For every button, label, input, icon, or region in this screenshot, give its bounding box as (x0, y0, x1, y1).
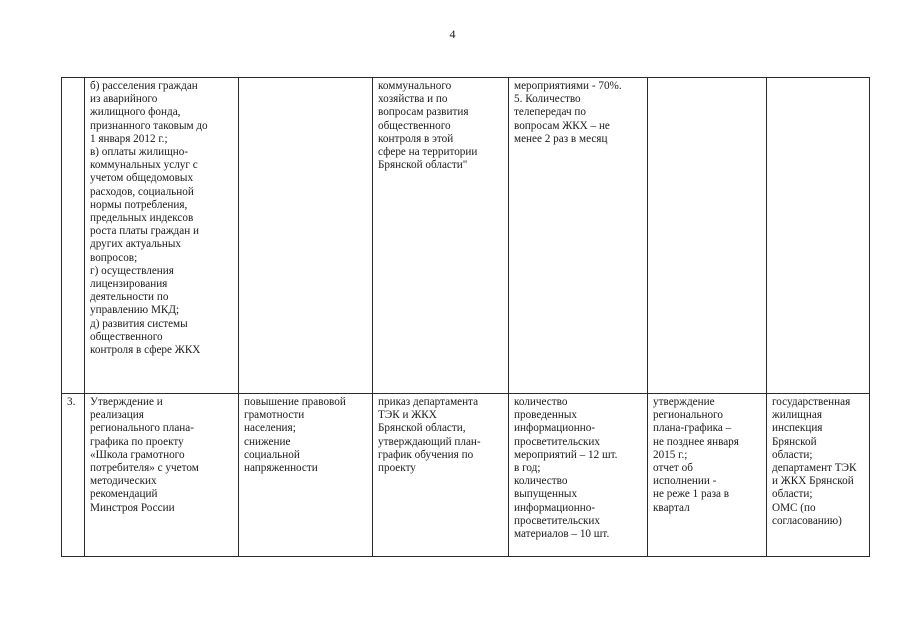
deadline-cell: утверждение регионального плана-графика – не позднее января 2015 г.; отчет об исполнении - не реже 1 раза в квартал (648, 394, 767, 557)
measure-name-cell: Утверждение и реализация регионального плана- графика по проекту «Школа грамотного потребителя» с учетом методических рекомендаций Минстроя России (85, 394, 239, 557)
measure-name-cell: б) расселения граждан из аварийного жилищного фонда, признанного таковым до 1 января 2012 г.; в) оплаты жилищно- коммунальных услуг с учетом общедомовых расходов, социальной нормы потребления, предельных индексов роста платы граждан и других актуальных вопросов; г) осуществления лицензирования деятельности по управлению МКД; д) развития системы общественного контроля в сфере ЖКХ (85, 78, 239, 394)
responsible-cell: государственная жилищная инспекция Брянской области; департамент ТЭК и ЖКХ Брянской области; ОМС (по согласованию) (767, 394, 870, 557)
page-number: 4 (449, 27, 456, 41)
table-row (62, 78, 870, 394)
indicator-cell: мероприятиями - 70%. 5. Количество телепередач по вопросам ЖКХ – не менее 2 раз в месяц (509, 78, 648, 394)
indicator-cell: количество проведенных информационно- просветительских мероприятий – 12 шт. в год; количество выпущенных информационно- просветительских материалов – 10 шт. (509, 394, 648, 557)
expected-result-cell: повышение правовой грамотности населения; снижение социальной напряженности (239, 394, 373, 557)
expected-result-cell (239, 78, 373, 394)
plan-table (61, 77, 870, 557)
row-number-cell (62, 78, 85, 394)
document-cell: приказ департамента ТЭК и ЖКХ Брянской области, утверждающий план- график обучения по проекту (373, 394, 509, 557)
row-number-cell: 3. (62, 394, 85, 557)
deadline-cell (648, 78, 767, 394)
document-cell: коммунального хозяйства и по вопросам развития общественного контроля в этой сфере на территории Брянской области" (373, 78, 509, 394)
responsible-cell (767, 78, 870, 394)
table-row (62, 394, 870, 557)
